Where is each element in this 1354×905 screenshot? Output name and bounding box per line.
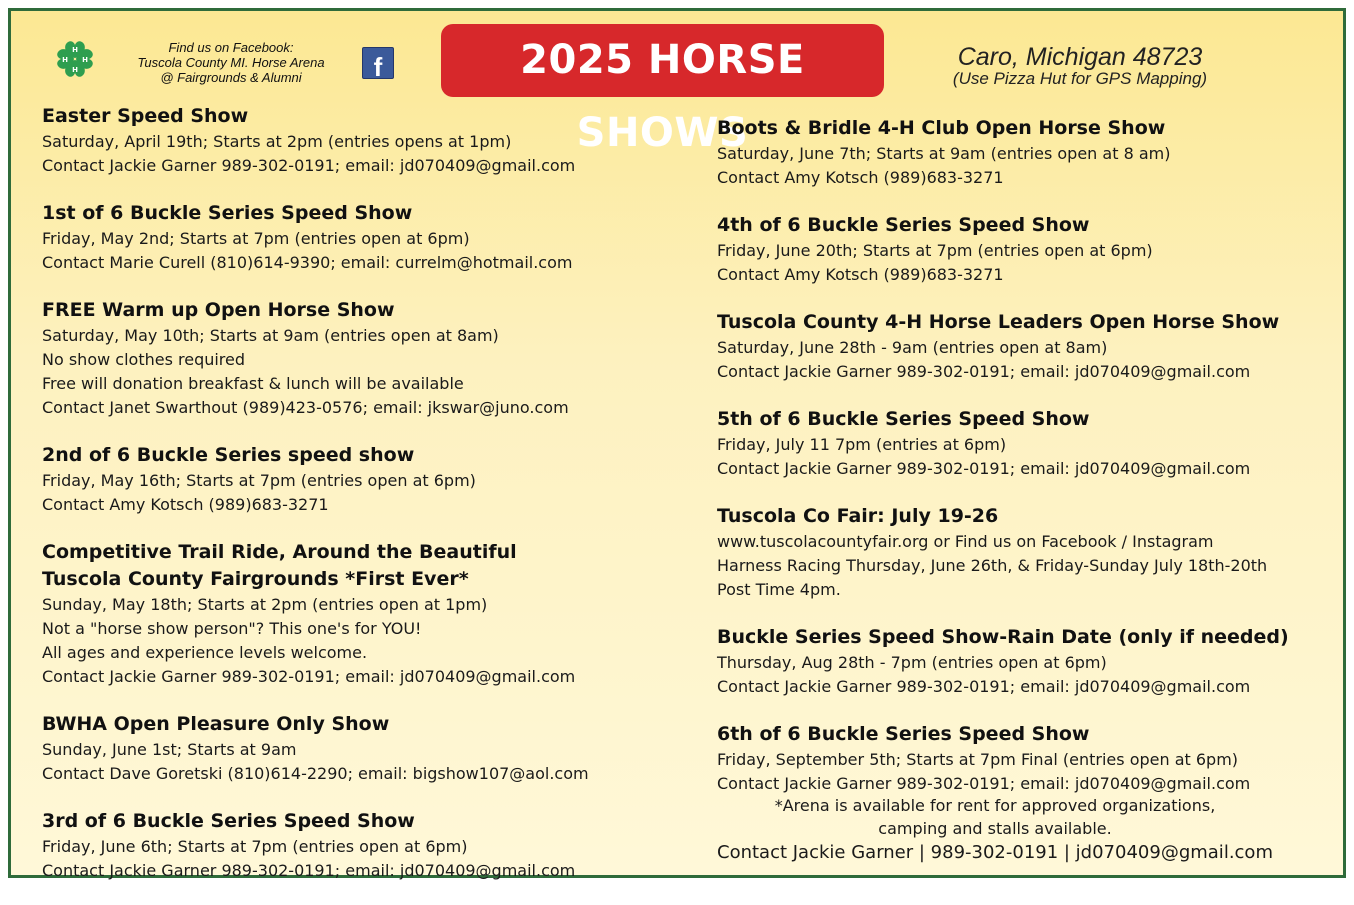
event-detail: Contact Jackie Garner 989-302-0191; email: jd070409@gmail.com — [717, 459, 1251, 478]
facebook-line: @ Fairgrounds & Alumni — [160, 70, 302, 85]
event-item — [717, 309, 1327, 384]
event-item — [42, 808, 692, 883]
event-detail: Sunday, May 18th; Starts at 2pm (entries open at 1pm) — [42, 595, 488, 614]
event-detail: Thursday, Aug 28th - 7pm (entries open at 6pm) — [717, 653, 1107, 672]
event-detail: No show clothes required — [42, 350, 246, 369]
event-detail: Contact Amy Kotsch (989)683-3271 — [717, 265, 1004, 284]
svg-text:H: H — [72, 46, 78, 54]
event-detail: Contact Jackie Garner 989-302-0191; email: jd070409@gmail.com — [42, 667, 576, 686]
rental-note-line: camping and stalls available. — [878, 819, 1112, 838]
facebook-info — [108, 40, 354, 85]
event-title: 3rd of 6 Buckle Series Speed Show — [42, 810, 415, 832]
rental-note — [717, 794, 1273, 865]
event-title: Tuscola County 4-H Horse Leaders Open Horse Show — [717, 311, 1280, 333]
event-title: 4th of 6 Buckle Series Speed Show — [717, 214, 1090, 236]
event-item — [42, 103, 692, 178]
event-title: Tuscola Co Fair: July 19-26 — [717, 505, 999, 527]
event-detail: Friday, May 2nd; Starts at 7pm (entries open at 6pm) — [42, 229, 470, 248]
left-event-column — [42, 103, 692, 905]
four-h-clover-icon — [52, 36, 98, 82]
event-detail: Saturday, June 7th; Starts at 9am (entries open at 8 am) — [717, 144, 1171, 163]
event-title: Buckle Series Speed Show-Rain Date (only if needed) — [717, 626, 1289, 648]
rental-note-line: *Arena is available for rent for approved organizations, — [774, 796, 1216, 815]
event-detail: Saturday, April 19th; Starts at 2pm (entries opens at 1pm) — [42, 132, 512, 151]
event-title: Boots & Bridle 4-H Club Open Horse Show — [717, 117, 1166, 139]
event-detail: Saturday, June 28th - 9am (entries open at 8am) — [717, 338, 1108, 357]
event-detail: Friday, September 5th; Starts at 7pm Final (entries open at 6pm) — [717, 750, 1239, 769]
event-item — [717, 624, 1327, 699]
event-detail: All ages and experience levels welcome. — [42, 643, 368, 662]
event-title: Easter Speed Show — [42, 105, 249, 127]
event-item — [717, 212, 1327, 287]
event-detail: Contact Jackie Garner 989-302-0191; email: jd070409@gmail.com — [42, 156, 576, 175]
right-event-column — [717, 115, 1327, 818]
event-detail: Contact Jackie Garner 989-302-0191; email: jd070409@gmail.com — [42, 861, 576, 880]
svg-text:H: H — [82, 56, 88, 64]
event-title: 5th of 6 Buckle Series Speed Show — [717, 408, 1090, 430]
event-item — [717, 503, 1327, 602]
gps-note: (Use Pizza Hut for GPS Mapping) — [952, 69, 1208, 88]
event-item — [42, 442, 692, 517]
event-detail: Contact Jackie Garner 989-302-0191; email: jd070409@gmail.com — [717, 677, 1251, 696]
event-title: 6th of 6 Buckle Series Speed Show — [717, 723, 1090, 745]
facebook-line: Find us on Facebook: — [168, 40, 294, 55]
event-item — [42, 539, 692, 689]
event-detail: Contact Dave Goretski (810)614-2290; email: bigshow107@aol.com — [42, 764, 589, 783]
event-detail: Sunday, June 1st; Starts at 9am — [42, 740, 297, 759]
event-detail: Contact Amy Kotsch (989)683-3271 — [42, 495, 329, 514]
event-detail: Not a "horse show person"? This one's for YOU! — [42, 619, 422, 638]
event-item — [717, 115, 1327, 190]
event-title: FREE Warm up Open Horse Show — [42, 299, 395, 321]
event-title: 1st of 6 Buckle Series Speed Show — [42, 202, 413, 224]
page-title: 2025 HORSE SHOWS — [441, 24, 884, 97]
location-city: Caro, Michigan 48723 — [957, 43, 1203, 71]
location — [920, 44, 1240, 87]
event-item — [42, 711, 692, 786]
event-detail: Friday, June 20th; Starts at 7pm (entries open at 6pm) — [717, 241, 1153, 260]
event-detail: Post Time 4pm. — [717, 580, 841, 599]
event-item — [42, 200, 692, 275]
svg-text:H: H — [72, 66, 78, 74]
event-detail: Contact Janet Swarthout (989)423-0576; email: jkswar@juno.com — [42, 398, 569, 417]
svg-text:H: H — [62, 56, 68, 64]
event-item — [717, 721, 1327, 796]
event-detail: Saturday, May 10th; Starts at 9am (entries open at 8am) — [42, 326, 499, 345]
event-detail: www.tuscolacountyfair.org or Find us on Facebook / Instagram — [717, 532, 1214, 551]
event-detail: Harness Racing Thursday, June 26th, & Friday-Sunday July 18th-20th — [717, 556, 1268, 575]
event-detail: Contact Marie Curell (810)614-9390; email: currelm@hotmail.com — [42, 253, 573, 272]
facebook-line: Tuscola County MI. Horse Arena — [137, 55, 325, 70]
event-title: BWHA Open Pleasure Only Show — [42, 713, 390, 735]
event-detail: Friday, May 16th; Starts at 7pm (entries open at 6pm) — [42, 471, 476, 490]
event-title: Competitive Trail Ride, Around the Beautiful Tuscola County Fairgrounds *First Ever* — [42, 541, 517, 590]
event-detail: Contact Amy Kotsch (989)683-3271 — [717, 168, 1004, 187]
event-detail: Friday, June 6th; Starts at 7pm (entries open at 6pm) — [42, 837, 468, 856]
facebook-icon[interactable]: f — [362, 47, 394, 79]
event-title: 2nd of 6 Buckle Series speed show — [42, 444, 415, 466]
rental-contact: Contact Jackie Garner | 989-302-0191 | jd070409@gmail.com — [717, 842, 1273, 863]
event-item — [42, 297, 692, 420]
event-item — [717, 406, 1327, 481]
event-detail: Free will donation breakfast & lunch will be available — [42, 374, 464, 393]
event-detail: Friday, July 11 7pm (entries at 6pm) — [717, 435, 1007, 454]
event-detail: Contact Jackie Garner 989-302-0191; email: jd070409@gmail.com — [717, 362, 1251, 381]
event-detail: Contact Jackie Garner 989-302-0191; email: jd070409@gmail.com — [717, 774, 1251, 793]
